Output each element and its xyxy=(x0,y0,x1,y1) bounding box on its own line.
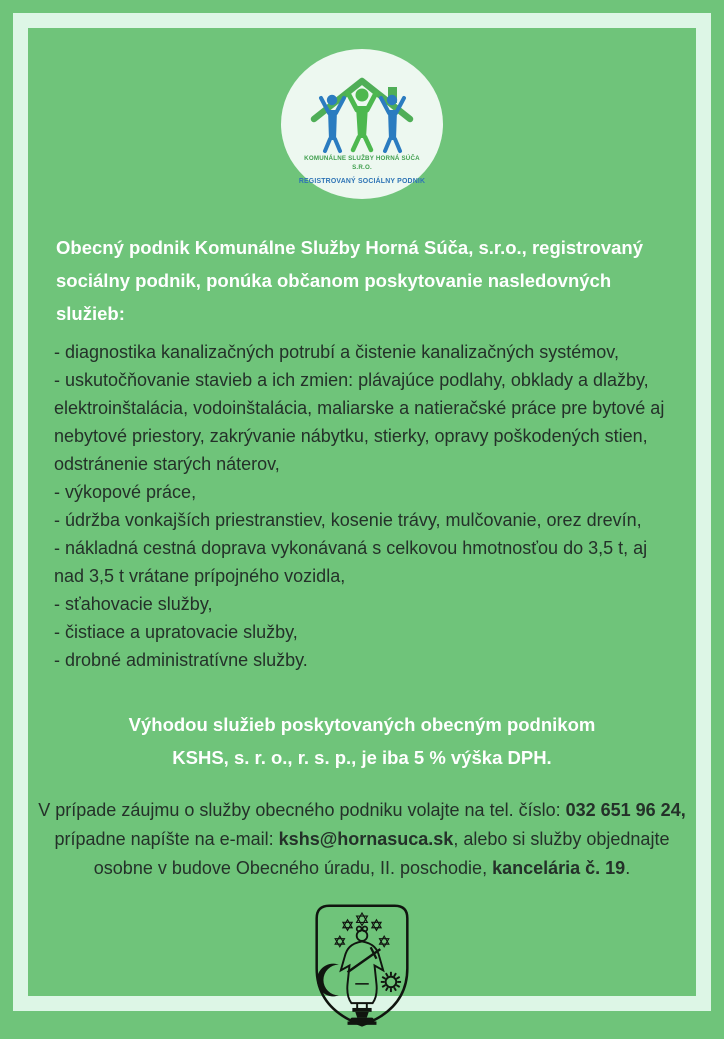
contact-paragraph xyxy=(28,796,696,883)
service-item: - výkopové práce, xyxy=(54,482,197,502)
service-item: - údržba vonkajších priestranstiev, kosenie trávy, mulčovanie, orez drevín, xyxy=(54,510,642,530)
contact-phone-number: 032 651 96 24, xyxy=(565,800,686,820)
intro-paragraph: Obecný podnik Komunálne Služby Horná Súča, s.r.o., registrovaný sociálny podnik, ponúka občanom poskytovanie nasledovných služieb: xyxy=(56,237,643,324)
logo-company-name: KOMUNÁLNE SLUŽBY HORNÁ SÚČA xyxy=(304,155,420,162)
saint-figure-icon xyxy=(341,926,383,1008)
coat-of-arms xyxy=(304,899,420,1039)
sun-icon xyxy=(381,972,401,992)
company-logo-icon xyxy=(280,48,444,200)
service-item: - drobné administratívne služby. xyxy=(54,650,308,670)
service-item: - diagnostika kanalizačných potrubí a čistenie kanalizačných systémov, xyxy=(54,342,619,362)
advantage-line-1: Výhodou služieb poskytovaných obecným podnikom xyxy=(128,714,596,735)
contact-office-number: kancelária č. 19 xyxy=(492,858,626,878)
contact-text: , alebo si služby objednajte osobne v budove Obecného úradu, II. poschodie, xyxy=(93,829,670,878)
logo-subtitle: REGISTROVANÝ SOCIÁLNY PODNIK xyxy=(298,178,426,185)
services-list xyxy=(54,338,670,674)
advantage-line-2: KSHS, s. r. o., r. s. p., je iba 5 % výška DPH. xyxy=(172,747,552,768)
flyer-content xyxy=(28,28,696,996)
contact-text: . xyxy=(625,858,631,878)
service-item: - uskutočňovanie stavieb a ich zmien: plávajúce podlahy, obklady a dlažby, elektroinštalácia, vodoinštalácia, maliarske a natieračské práce pre bytové aj nebytové priestory, zakrývanie nábytku, stierky, opravy poškodených stien, odstránenie starých náterov, xyxy=(54,370,665,474)
contact-email: kshs@hornasuca.sk xyxy=(278,829,454,849)
service-item: - sťahovacie služby, xyxy=(54,594,213,614)
logo-company-suffix: S.R.O. xyxy=(352,164,372,171)
horna-suca-coat-of-arms-icon xyxy=(304,899,420,1034)
contact-text: prípadne napíšte na e-mail: xyxy=(54,829,279,849)
service-item: - čistiace a upratovacie služby, xyxy=(54,622,298,642)
company-logo xyxy=(280,48,444,205)
service-item: - nákladná cestná doprava vykonávaná s celkovou hmotnosťou do 3,5 t, aj nad 3,5 t vrátane prípojného vozidla, xyxy=(54,538,648,586)
pedestal-icon xyxy=(348,1008,377,1025)
advantage-note xyxy=(42,708,682,774)
contact-text: V prípade záujmu o služby obecného podniku volajte na tel. číslo: xyxy=(38,800,566,820)
